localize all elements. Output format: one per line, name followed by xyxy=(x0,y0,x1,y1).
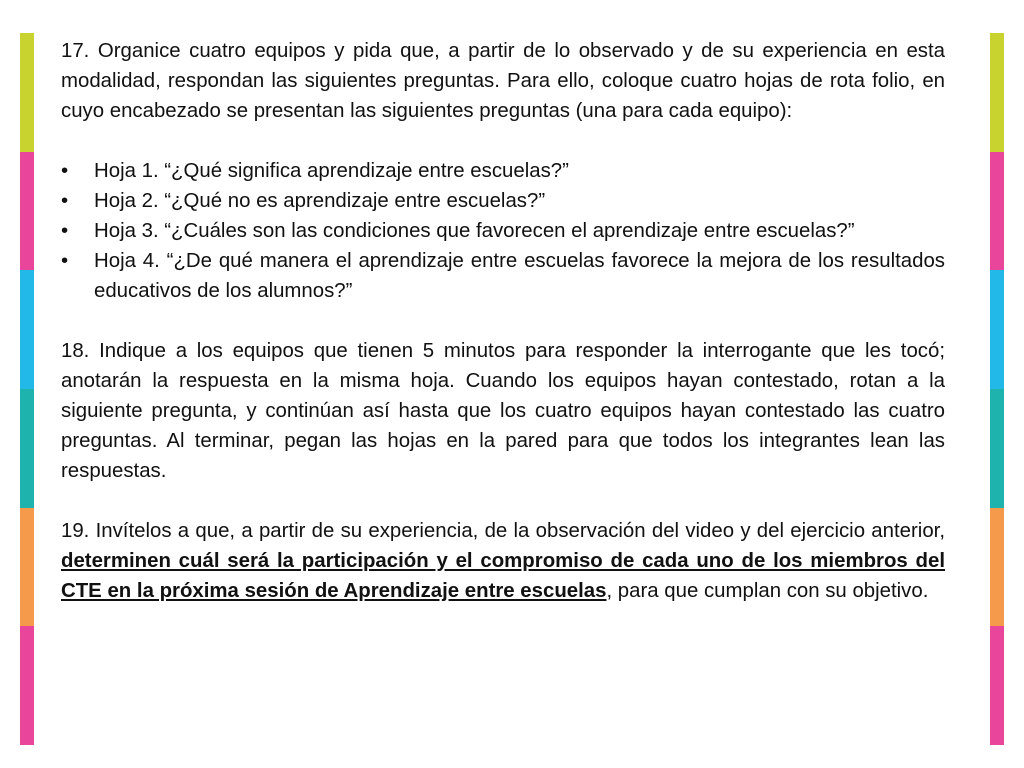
list-item-text: Hoja 2. “¿Qué no es aprendizaje entre escuelas?” xyxy=(94,190,546,212)
list-item xyxy=(61,246,945,306)
bullet-icon: • xyxy=(61,190,69,212)
list-item xyxy=(61,186,945,216)
right-bar-segment-orange xyxy=(990,508,1004,627)
paragraph-18: 18. Indique a los equipos que tienen 5 minutos para responder la interrogante que les tocó; anotarán la respuesta en la misma hoja. Cuando los equipos hayan contestado, rotan a la siguiente pregunta, y continúan así hasta que los cuatro equipos hayan contestado las cuatro preguntas. Al terminar, pegan las hojas en la pared para que todos los integrantes lean las respuestas. xyxy=(61,340,945,482)
list-item xyxy=(61,156,945,186)
right-bar-segment-teal xyxy=(990,389,1004,508)
right-bar-segment-lime xyxy=(990,33,1004,152)
left-bar-segment-teal xyxy=(20,389,34,508)
bullet-icon: • xyxy=(61,160,69,182)
right-color-bar xyxy=(990,33,1004,745)
spacer xyxy=(61,306,945,336)
paragraph-19-ending: , para que cumplan con su objetivo. xyxy=(606,580,929,602)
spacer xyxy=(61,126,945,156)
bullet-icon: • xyxy=(61,250,69,272)
slide-body xyxy=(61,36,945,606)
left-bar-segment-pink xyxy=(20,152,34,271)
list-item-text: Hoja 4. “¿De qué manera el aprendizaje entre escuelas favorece la mejora de los resultados educativos de los alumnos?” xyxy=(94,250,945,302)
list-item xyxy=(61,216,945,246)
left-bar-segment-pink-2 xyxy=(20,626,34,745)
right-bar-segment-pink-2 xyxy=(990,626,1004,745)
left-bar-segment-blue xyxy=(20,270,34,389)
bullet-icon: • xyxy=(61,220,69,242)
list-item-text: Hoja 1. “¿Qué significa aprendizaje entre escuelas?” xyxy=(94,160,569,182)
question-sheet-list xyxy=(61,156,945,306)
paragraph-19 xyxy=(61,516,945,606)
right-bar-segment-blue xyxy=(990,270,1004,389)
left-bar-segment-orange xyxy=(20,508,34,627)
paragraph-19-emphasis: determinen cuál será la participación y el compromiso de cada uno de los miembros del CTE en la próxima sesión de Aprendizaje entre escuelas xyxy=(61,550,945,602)
list-item-text: Hoja 3. “¿Cuáles son las condiciones que favorecen el aprendizaje entre escuelas?” xyxy=(94,220,855,242)
paragraph-19-intro: 19. Invítelos a que, a partir de su experiencia, de la observación del video y del ejercicio anterior, xyxy=(61,520,945,542)
left-color-bar xyxy=(20,33,34,745)
spacer xyxy=(61,486,945,516)
left-bar-segment-lime xyxy=(20,33,34,152)
paragraph-17: 17. Organice cuatro equipos y pida que, a partir de lo observado y de su experiencia en esta modalidad, respondan las siguientes preguntas. Para ello, coloque cuatro hojas de rota folio, en cuyo encabezado se presentan las siguientes preguntas (una para cada equipo): xyxy=(61,40,945,122)
right-bar-segment-pink xyxy=(990,152,1004,271)
